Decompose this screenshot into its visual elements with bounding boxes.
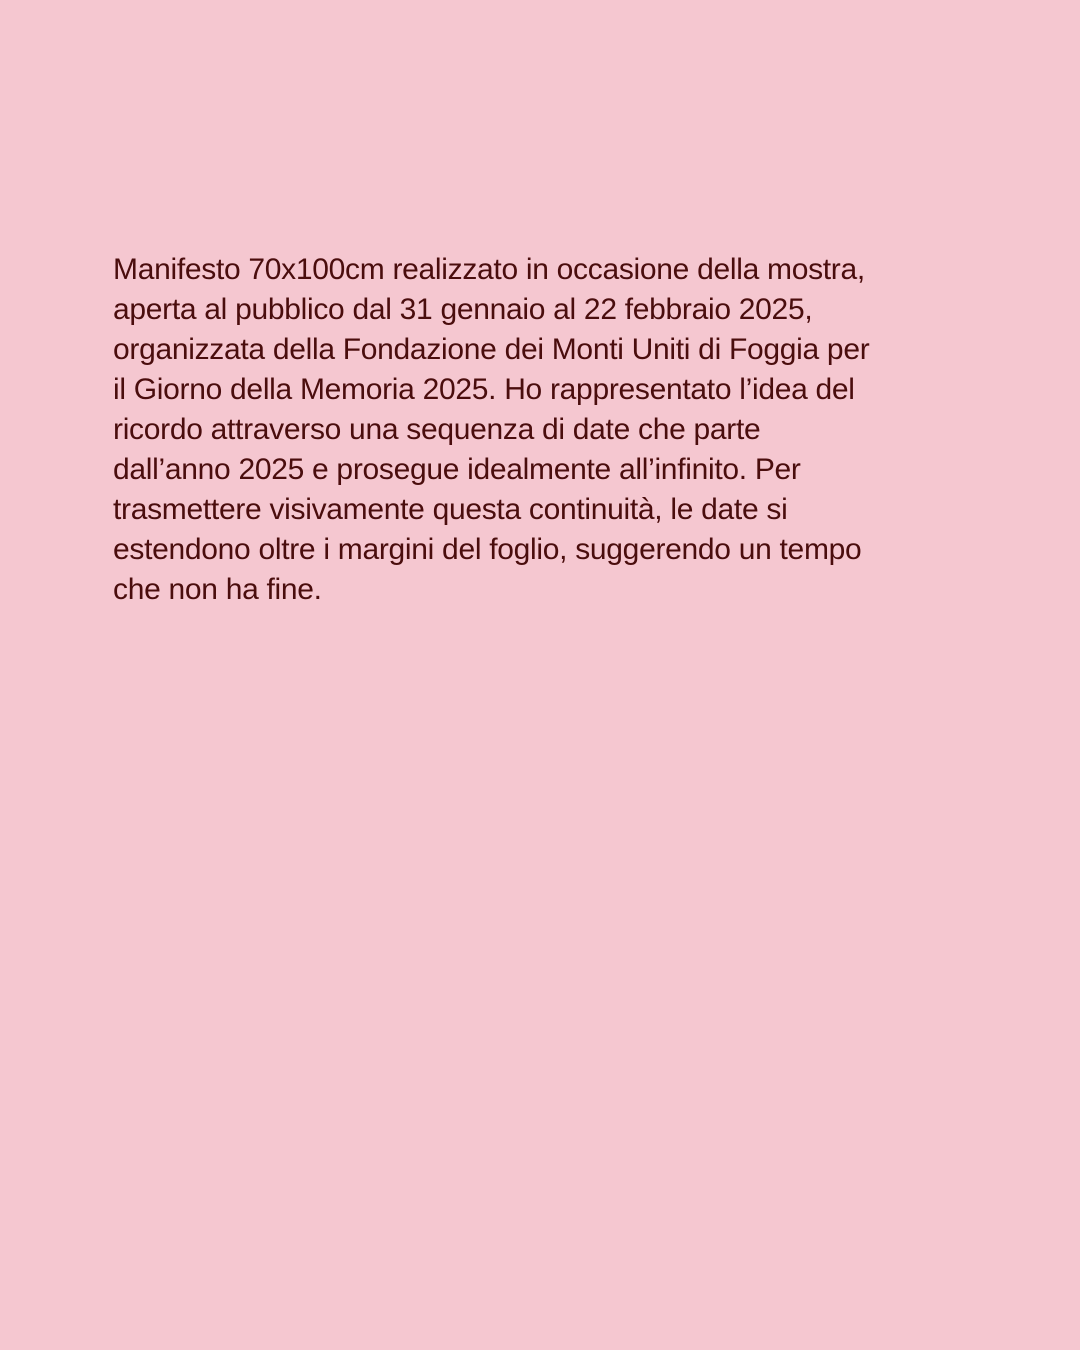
description-line: aperta al pubblico dal 31 gennaio al 22 febbraio 2025, bbox=[113, 293, 813, 326]
description-line: che non ha fine. bbox=[113, 573, 322, 606]
description-paragraph bbox=[113, 250, 993, 610]
description-line: dall’anno 2025 e prosegue idealmente all’infinito. Per bbox=[113, 453, 801, 486]
description-line: trasmettere visivamente questa continuità, le date si bbox=[113, 493, 788, 526]
description-line: ricordo attraverso una sequenza di date che parte bbox=[113, 413, 761, 446]
description-line: il Giorno della Memoria 2025. Ho rappresentato l’idea del bbox=[113, 373, 855, 406]
description-line: organizzata della Fondazione dei Monti Uniti di Foggia per bbox=[113, 333, 870, 366]
description-line: Manifesto 70x100cm realizzato in occasione della mostra, bbox=[113, 253, 865, 286]
description-line: estendono oltre i margini del foglio, suggerendo un tempo bbox=[113, 533, 862, 566]
